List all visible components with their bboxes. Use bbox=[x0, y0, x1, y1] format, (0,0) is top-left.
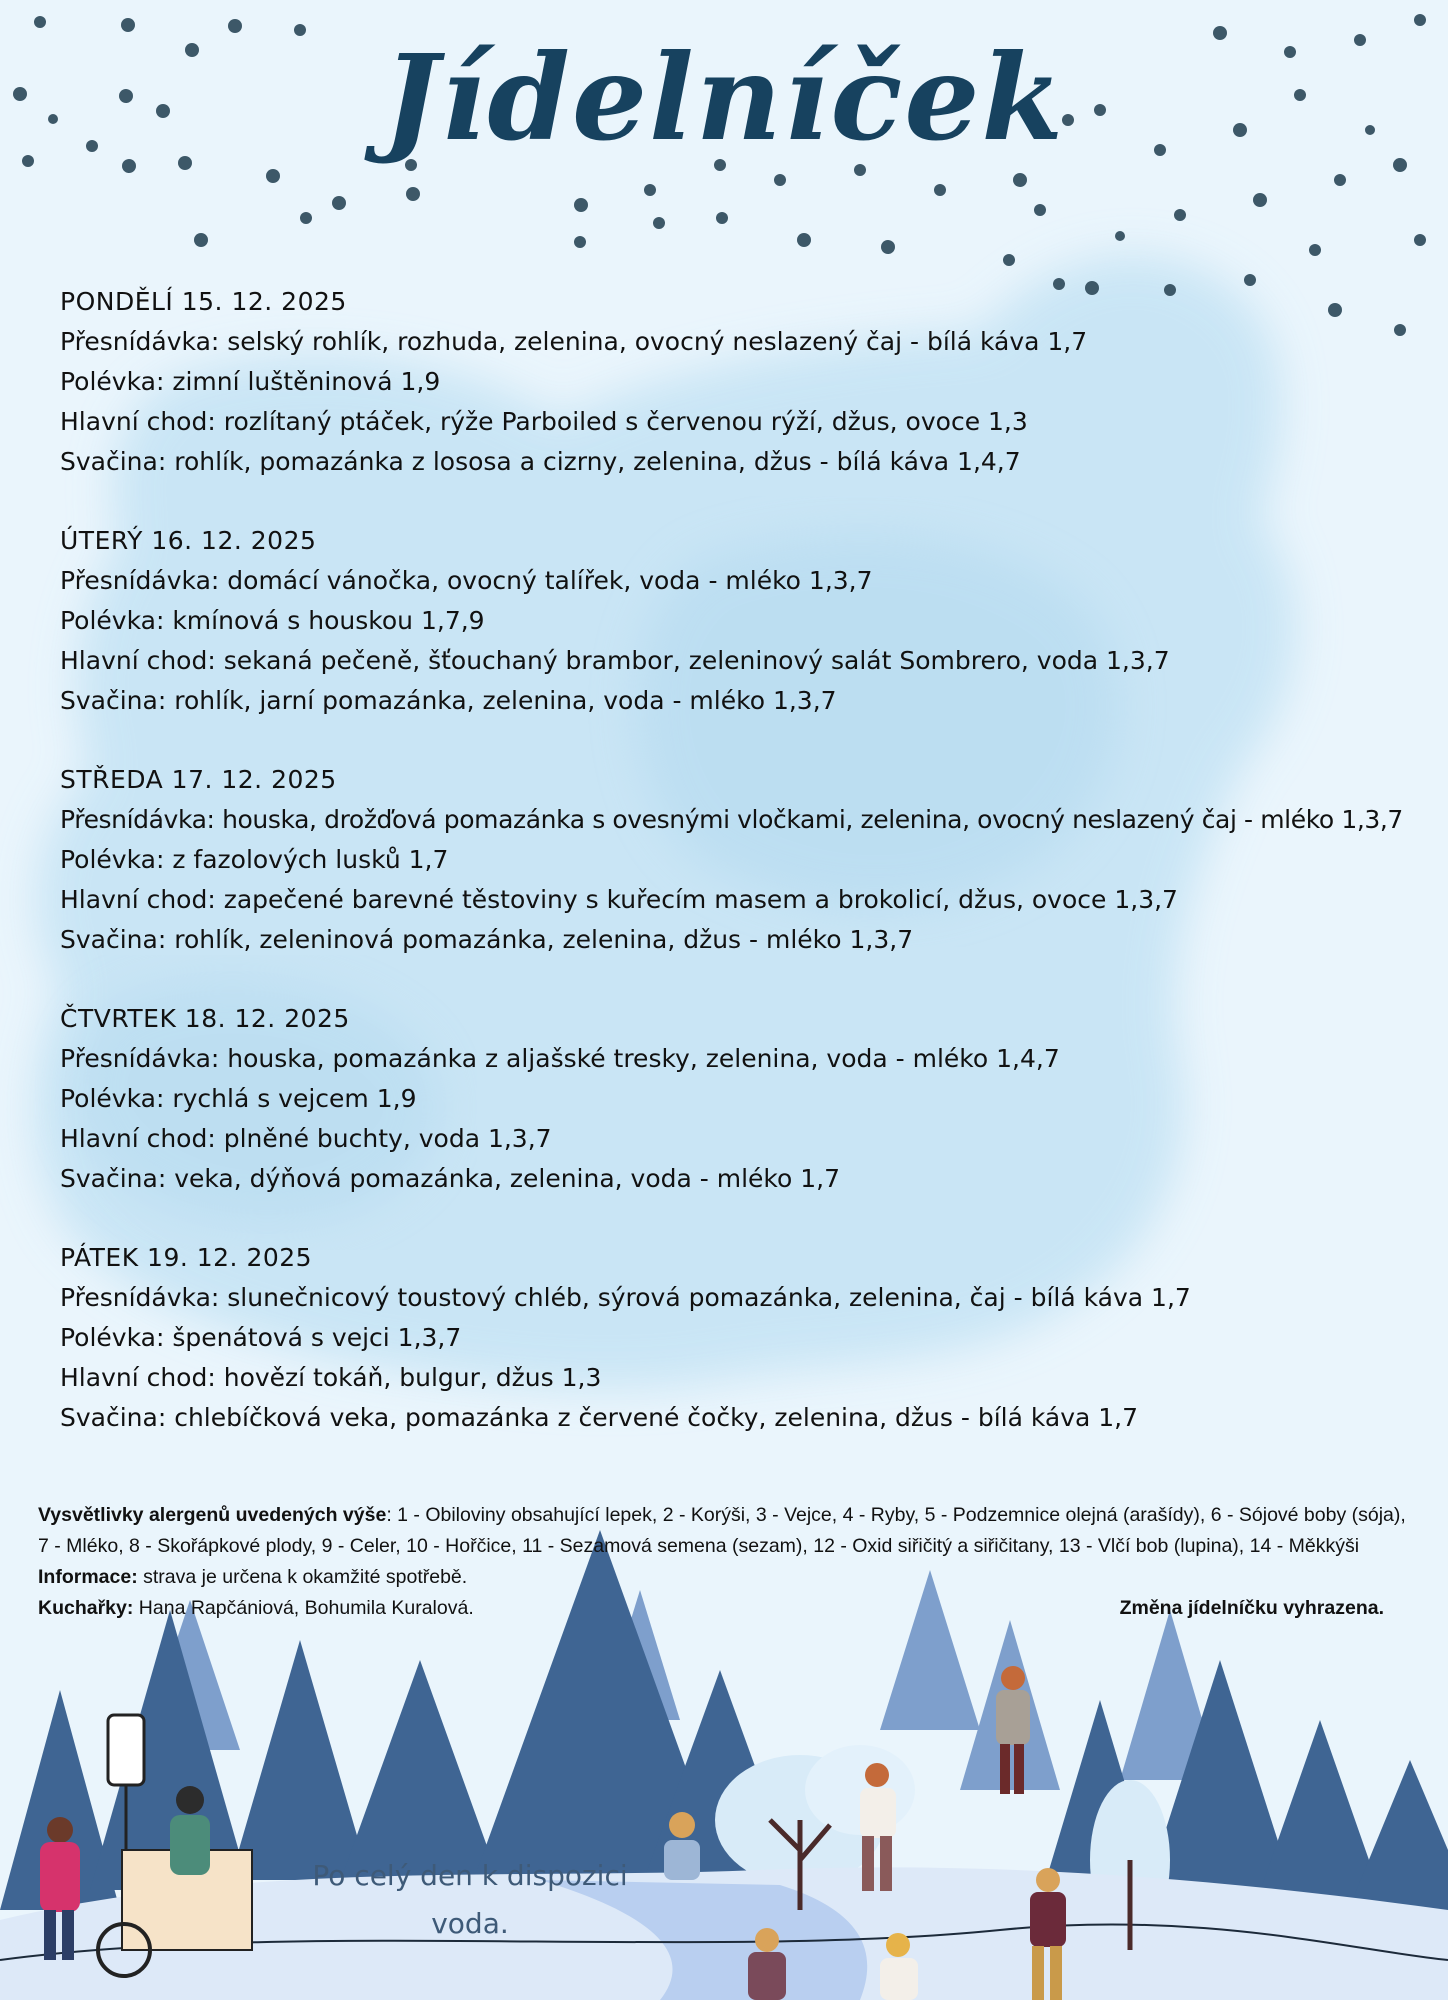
menu-line: Hlavní chod: rozlítaný ptáček, rýže Parboiled s červenou rýží, džus, ovoce 1,3 bbox=[60, 407, 1028, 436]
day-heading: ČTVRTEK 18. 12. 2025 bbox=[60, 1004, 350, 1033]
menu-line: Hlavní chod: zapečené barevné těstoviny s kuřecím masem a brokolicí, džus, ovoce 1,3,7 bbox=[60, 885, 1178, 914]
day-heading: PÁTEK 19. 12. 2025 bbox=[60, 1243, 313, 1272]
water-note bbox=[300, 1852, 640, 1948]
menu-line: Svačina: rohlík, zeleninová pomazánka, zelenina, džus - mléko 1,3,7 bbox=[60, 925, 914, 954]
day-thursday bbox=[60, 999, 1420, 1199]
menu-line: Hlavní chod: hovězí tokáň, bulgur, džus 1,3 bbox=[60, 1363, 602, 1392]
menu-line: Polévka: rychlá s vejcem 1,9 bbox=[60, 1084, 417, 1113]
menu-footer bbox=[38, 1500, 1408, 1624]
page-title: Jídelníček bbox=[382, 28, 1066, 167]
menu-line: Svačina: rohlík, jarní pomazánka, zelenina, voda - mléko 1,3,7 bbox=[60, 686, 837, 715]
menu-line: Přesnídávka: domácí vánočka, ovocný talířek, voda - mléko 1,3,7 bbox=[60, 566, 873, 595]
menu-line: Přesnídávka: houska, drožďová pomazánka s ovesnými vločkami, zelenina, ovocný neslazený čaj - mléko 1,3,7 bbox=[60, 805, 1403, 834]
menu-line: Svačina: chlebíčková veka, pomazánka z červené čočky, zelenina, džus - bílá káva 1,7 bbox=[60, 1403, 1139, 1432]
menu-line: Přesnídávka: selský rohlík, rozhuda, zelenina, ovocný neslazený čaj - bílá káva 1,7 bbox=[60, 327, 1088, 356]
menu-line: Hlavní chod: sekaná pečeně, šťouchaný brambor, zeleninový salát Sombrero, voda 1,3,7 bbox=[60, 646, 1170, 675]
day-heading: STŘEDA 17. 12. 2025 bbox=[60, 765, 337, 794]
menu-line: Svačina: veka, dýňová pomazánka, zelenina, voda - mléko 1,7 bbox=[60, 1164, 841, 1193]
water-note-line: voda. bbox=[431, 1907, 509, 1940]
info-line bbox=[38, 1562, 1408, 1593]
weekly-menu bbox=[60, 282, 1420, 1477]
menu-line: Polévka: zimní luštěninová 1,9 bbox=[60, 367, 441, 396]
allergens-legend bbox=[38, 1500, 1408, 1562]
menu-line: Přesnídávka: slunečnicový toustový chléb, sýrová pomazánka, zelenina, čaj - bílá káva 1,7 bbox=[60, 1283, 1191, 1312]
menu-line: Přesnídávka: houska, pomazánka z aljašské tresky, zelenina, voda - mléko 1,4,7 bbox=[60, 1044, 1060, 1073]
cooks-line bbox=[38, 1593, 1408, 1624]
day-heading: ÚTERÝ 16. 12. 2025 bbox=[60, 526, 317, 555]
day-tuesday bbox=[60, 521, 1420, 721]
water-note-line: Po celý den k dispozici bbox=[312, 1859, 628, 1892]
cooks-label: Kuchařky: bbox=[38, 1597, 134, 1619]
menu-line: Polévka: špenátová s vejci 1,3,7 bbox=[60, 1323, 462, 1352]
day-friday bbox=[60, 1238, 1420, 1438]
day-wednesday bbox=[60, 760, 1420, 960]
info-label: Informace: bbox=[38, 1566, 138, 1588]
info-text: strava je určena k okamžité spotřebě. bbox=[137, 1566, 468, 1588]
change-notice: Změna jídelníčku vyhrazena. bbox=[1119, 1597, 1384, 1619]
menu-line: Polévka: z fazolových lusků 1,7 bbox=[60, 845, 449, 874]
allergens-text: : 1 - Obiloviny obsahující lepek, 2 - Korýši, 3 - Vejce, 4 - Ryby, 5 - Podzemnice olejná (arašídy), 6 - Sójové boby (sója), 7 - Mléko, 8 - Skořápkové plody, 9 - Celer, 10 - Hořčice, 11 - Sezamová semena (sezam), 12 - Oxid siřičitý a siřičitany, 13 - Vlčí bob (lupina), 14 - Měkkýši bbox=[38, 1504, 1406, 1557]
allergens-label: Vysvětlivky alergenů uvedených výše bbox=[38, 1504, 387, 1526]
menu-line: Hlavní chod: plněné buchty, voda 1,3,7 bbox=[60, 1124, 552, 1153]
day-heading: PONDĚLÍ 15. 12. 2025 bbox=[60, 287, 347, 316]
menu-line: Svačina: rohlík, pomazánka z lososa a cizrny, zelenina, džus - bílá káva 1,4,7 bbox=[60, 447, 1021, 476]
cooks-text: Hana Rapčániová, Bohumila Kuralová. bbox=[133, 1597, 474, 1619]
day-monday bbox=[60, 282, 1420, 482]
menu-line: Polévka: kmínová s houskou 1,7,9 bbox=[60, 606, 485, 635]
